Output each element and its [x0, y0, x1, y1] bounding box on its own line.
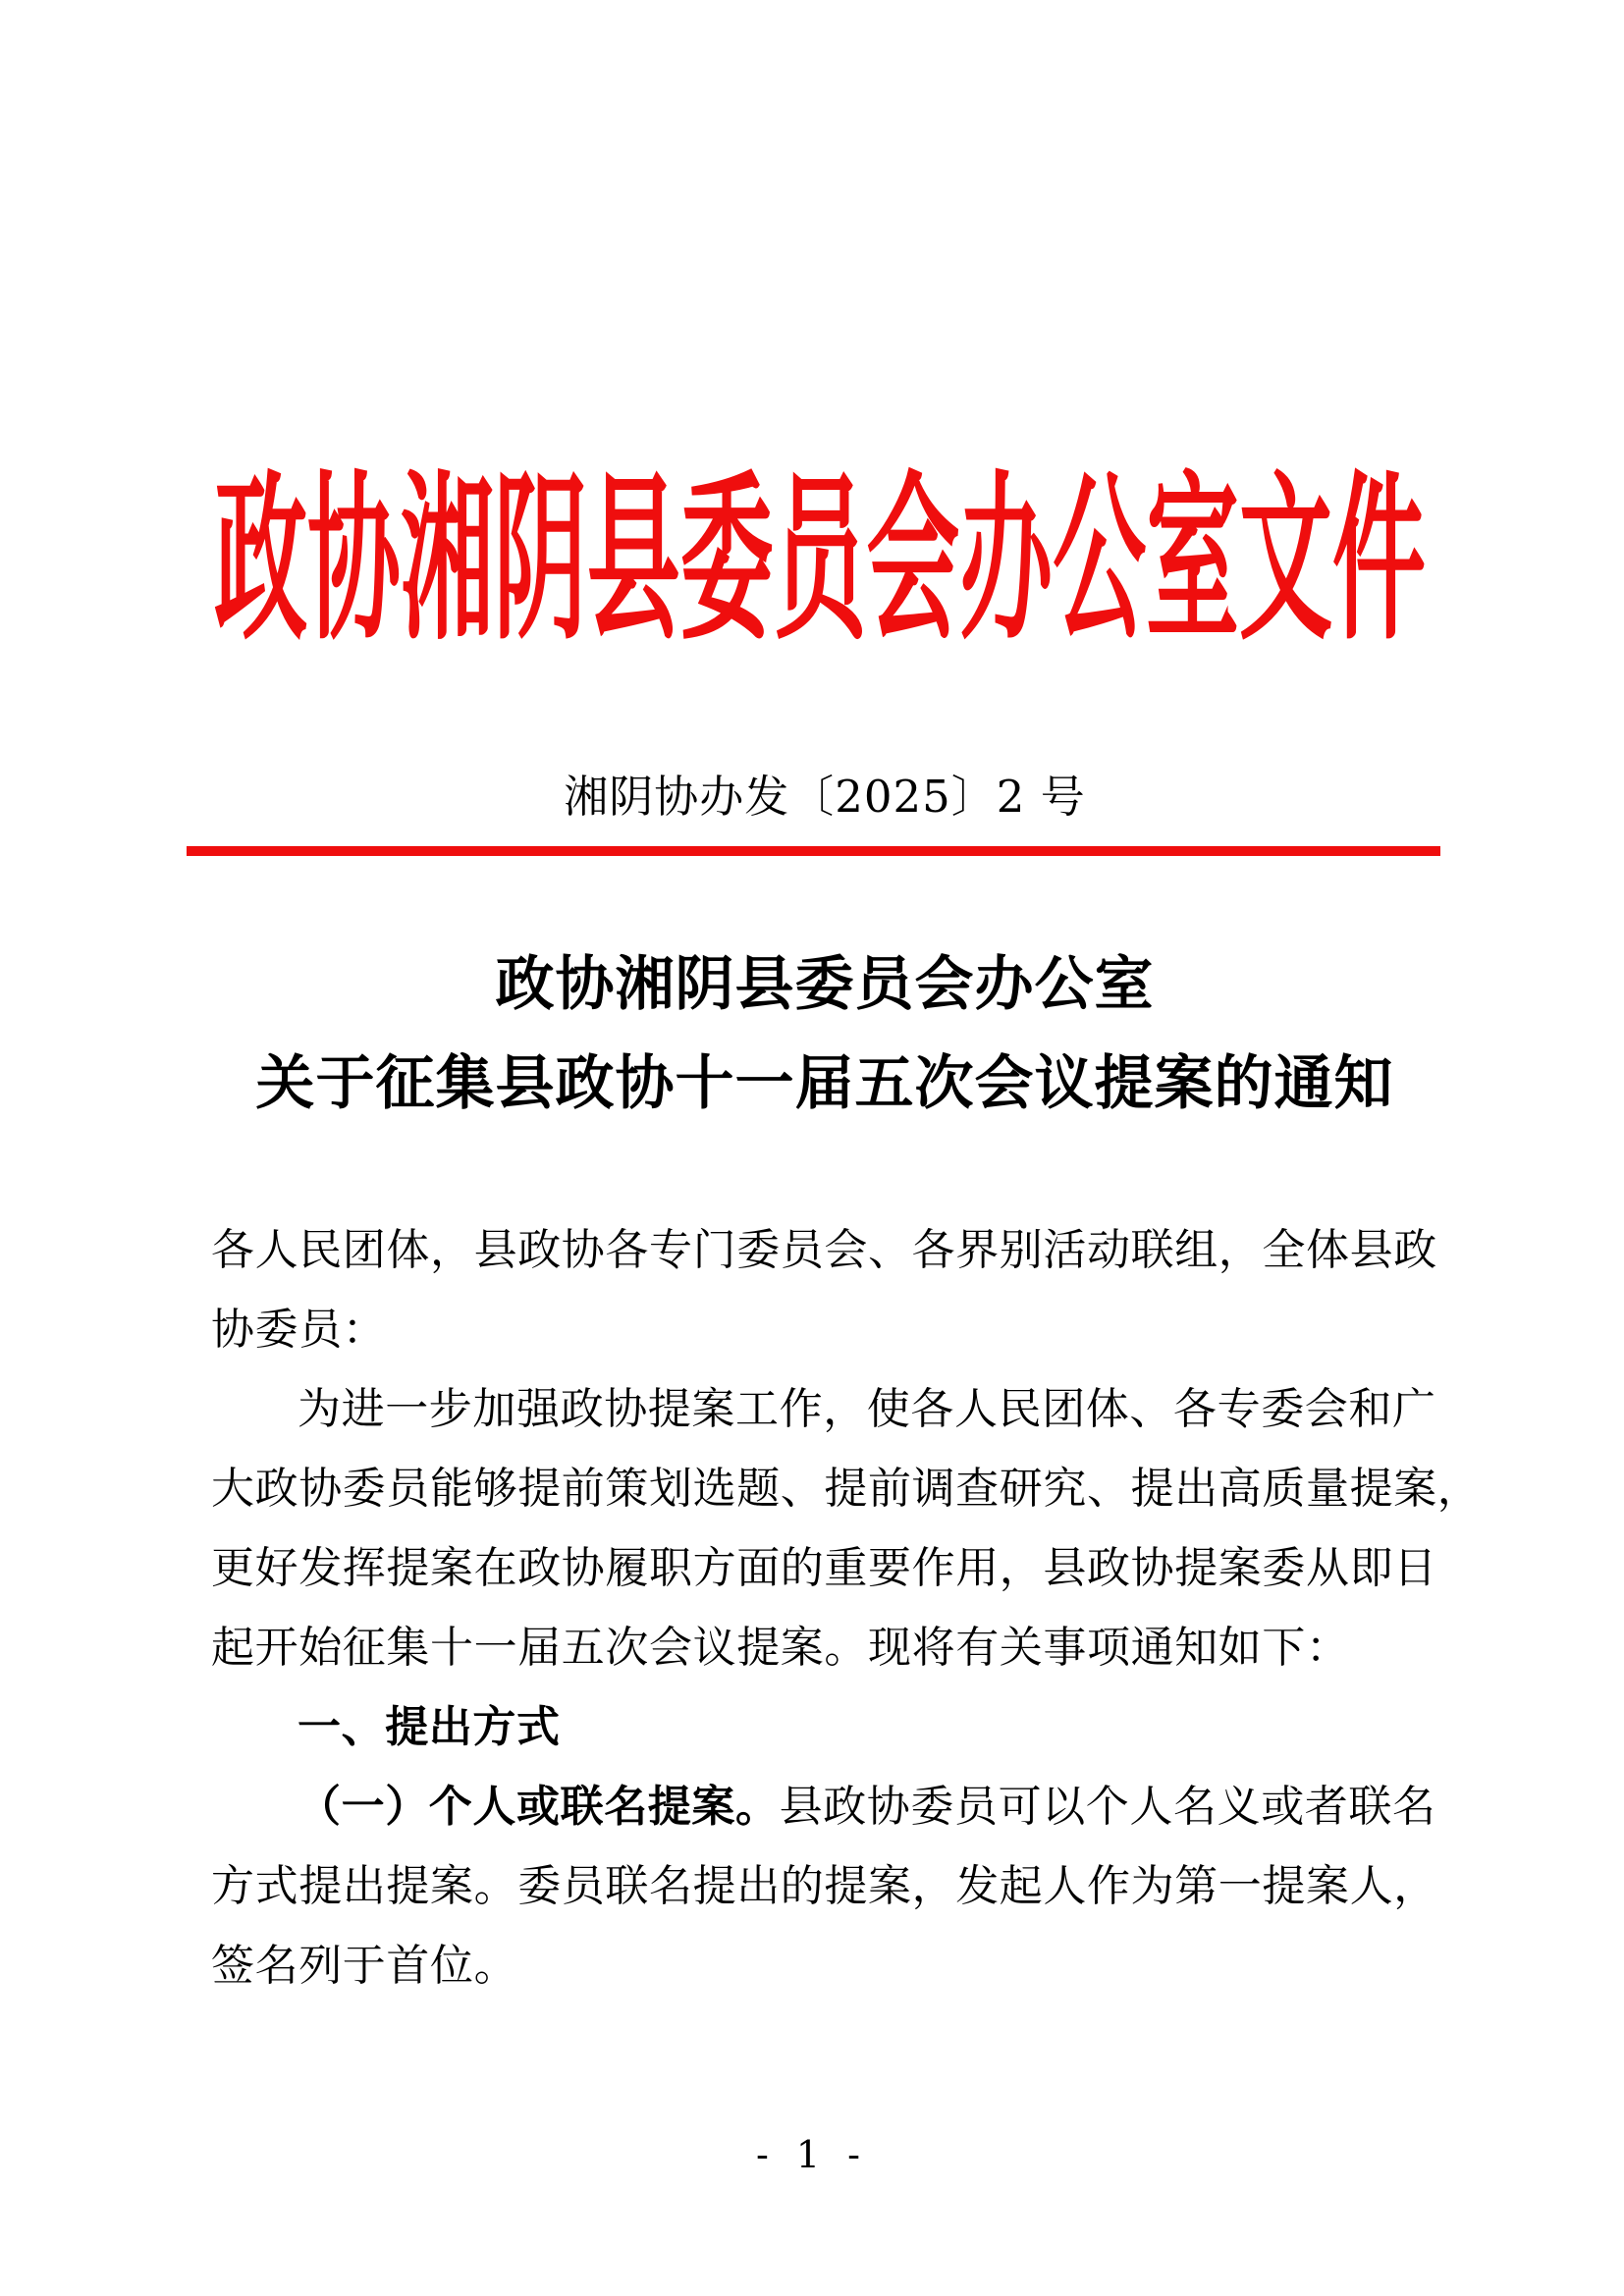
- body-regular-text: 为进一步加强政协提案工作，使各人民团体、各专委会和广: [298, 1384, 1436, 1434]
- body-line: [211, 1767, 1442, 1846]
- body-regular-text: 更好发挥提案在政协履职方面的重要作用，县政协提案委从即日: [211, 1543, 1437, 1593]
- document-number: 湘阴协办发〔2025〕2 号: [564, 771, 1086, 823]
- body-regular-text: 县政协委员可以个人名义或者联名: [779, 1782, 1436, 1832]
- body-regular-text: 协委员：: [211, 1305, 387, 1355]
- body-regular-text: 各人民团体，县政协各专门委员会、各界别活动联组，全体县政: [211, 1225, 1437, 1275]
- body-line: [211, 1926, 1442, 2005]
- letterhead-title-text: 政协湘阴县委员会办公室文件: [214, 453, 1426, 666]
- notice-title: [211, 935, 1438, 1134]
- body-regular-text: 签名列于首位。: [211, 1941, 518, 1991]
- notice-title-line2: 关于征集县政协十一届五次会议提案的通知: [255, 1049, 1394, 1118]
- body-line: [211, 1528, 1442, 1608]
- body-regular-text: 方式提出提案。委员联名提出的提案，发起人作为第一提案人，: [211, 1861, 1437, 1911]
- body-line: [211, 1846, 1442, 1926]
- body-line: [211, 1210, 1442, 1290]
- body-line: [211, 1290, 1442, 1369]
- body-line: [211, 1608, 1442, 1687]
- body-line: [211, 1687, 1442, 1767]
- body-line: [211, 1449, 1482, 1528]
- notice-title-line1: 政协湘阴县委员会办公室: [495, 950, 1155, 1019]
- body-emphasis-text: 一、提出方式: [298, 1702, 561, 1752]
- body-regular-text: 大政协委员能够提前策划选题、提前调查研究、提出高质量提案，: [211, 1464, 1482, 1514]
- body-regular-text: 起开始征集十一届五次会议提案。现将有关事项通知如下：: [211, 1623, 1350, 1673]
- body-text: [211, 1210, 1482, 2005]
- page-number: - 1 -: [755, 2133, 868, 2176]
- body-emphasis-text: （一）个人或联名提案。: [298, 1782, 780, 1832]
- body-line: [211, 1369, 1442, 1449]
- red-letterhead-title: [10, 453, 1624, 666]
- red-divider-rule: [187, 846, 1440, 856]
